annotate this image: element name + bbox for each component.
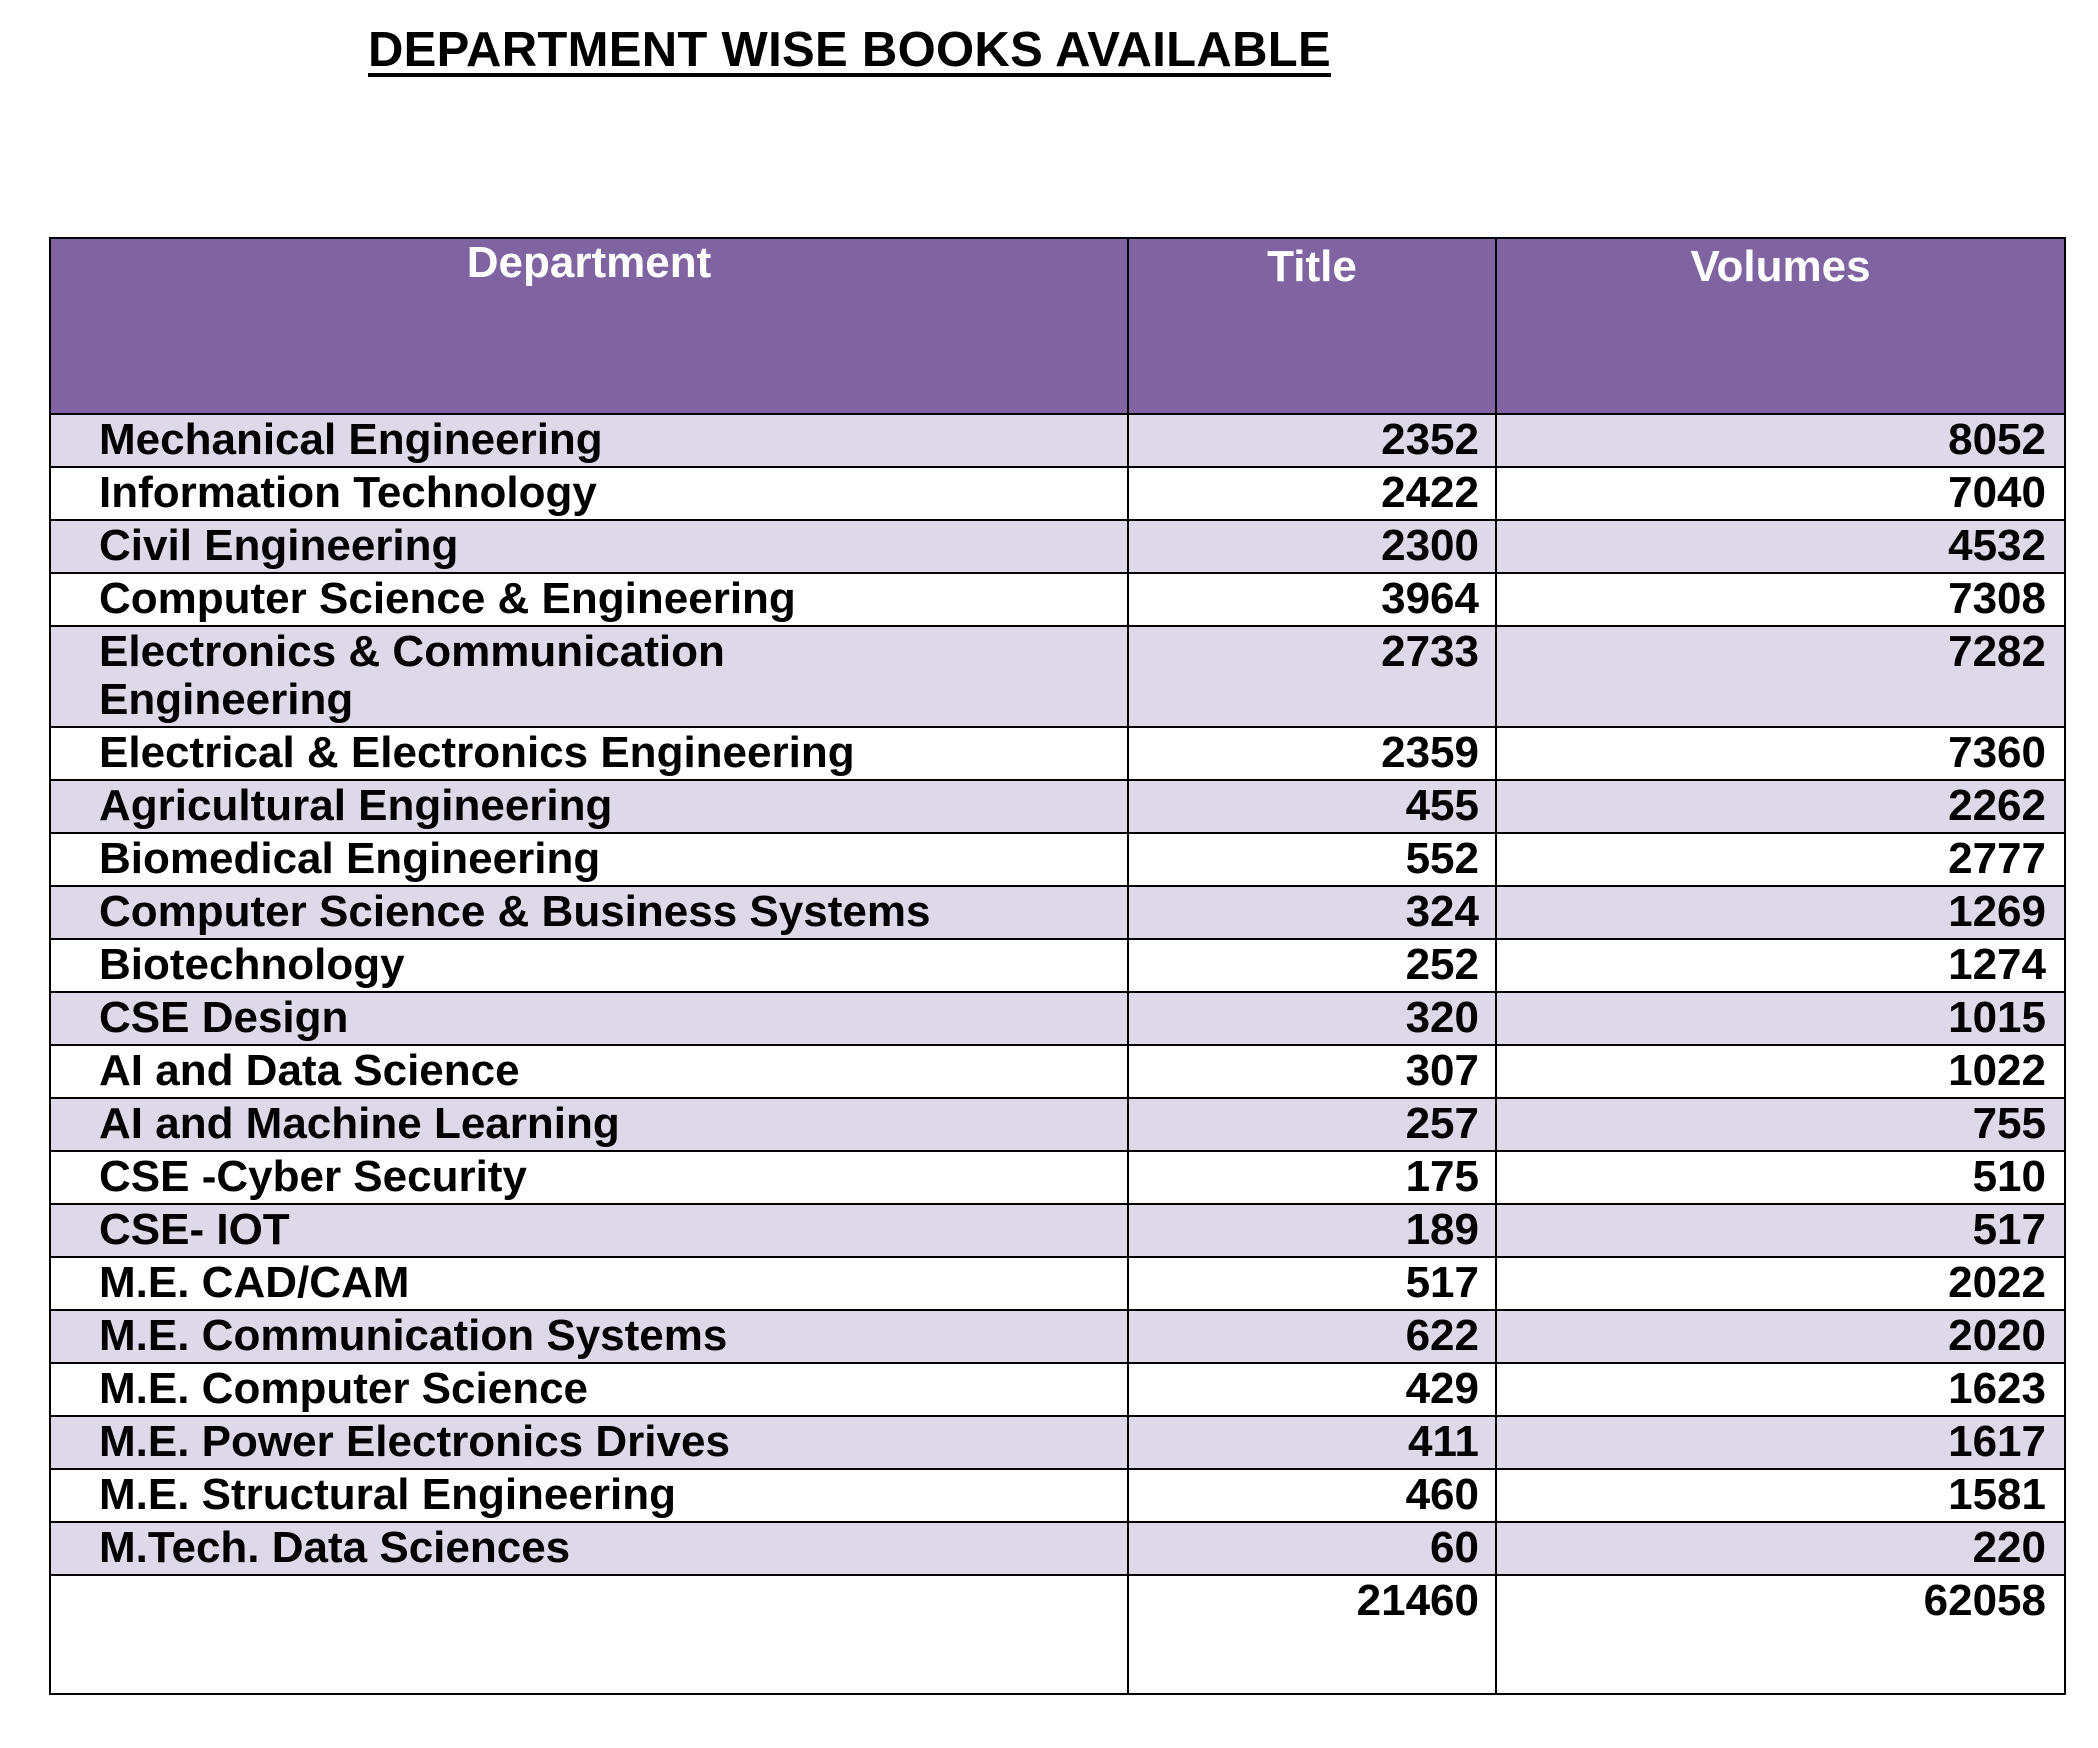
volumes-count-cell: 2262: [1496, 780, 2065, 833]
volumes-count-cell: 7308: [1496, 573, 2065, 626]
title-count-cell: 517: [1128, 1257, 1496, 1310]
department-cell: Mechanical Engineering: [50, 414, 1128, 467]
volumes-count-cell: 2777: [1496, 833, 2065, 886]
table-row: [50, 520, 2065, 573]
volumes-count-cell: 1269: [1496, 886, 2065, 939]
volumes-count-cell: 1617: [1496, 1416, 2065, 1469]
department-cell: CSE Design: [50, 992, 1128, 1045]
volumes-count-cell: 1581: [1496, 1469, 2065, 1522]
table-row: [50, 467, 2065, 520]
totals-row: [50, 1575, 2065, 1694]
department-cell: [50, 626, 1128, 727]
title-count-cell: 307: [1128, 1045, 1496, 1098]
title-count-cell: 189: [1128, 1204, 1496, 1257]
table-row: [50, 1469, 2065, 1522]
department-cell: AI and Machine Learning: [50, 1098, 1128, 1151]
header-volumes: Volumes: [1496, 238, 2065, 414]
volumes-count-cell: 2022: [1496, 1257, 2065, 1310]
title-count-cell: 2733: [1128, 626, 1496, 727]
totals-label-cell: [50, 1575, 1128, 1694]
table-body: [50, 414, 2065, 1694]
volumes-count-cell: 7282: [1496, 626, 2065, 727]
volumes-count-cell: 7360: [1496, 727, 2065, 780]
department-cell: Information Technology: [50, 467, 1128, 520]
department-cell: M.E. Structural Engineering: [50, 1469, 1128, 1522]
table-row: [50, 1098, 2065, 1151]
department-cell: AI and Data Science: [50, 1045, 1128, 1098]
volumes-count-cell: 755: [1496, 1098, 2065, 1151]
title-count-cell: 2422: [1128, 467, 1496, 520]
volumes-count-cell: 517: [1496, 1204, 2065, 1257]
table-row: [50, 780, 2065, 833]
department-cell: CSE -Cyber Security: [50, 1151, 1128, 1204]
volumes-count-cell: 1022: [1496, 1045, 2065, 1098]
department-cell: M.E. Power Electronics Drives: [50, 1416, 1128, 1469]
table-row: [50, 1257, 2065, 1310]
department-cell: M.E. Communication Systems: [50, 1310, 1128, 1363]
table-row: [50, 833, 2065, 886]
table-row: [50, 1416, 2065, 1469]
title-count-cell: 257: [1128, 1098, 1496, 1151]
title-count-cell: 460: [1128, 1469, 1496, 1522]
title-count-cell: 552: [1128, 833, 1496, 886]
total-volumes-cell: 62058: [1496, 1575, 2065, 1694]
table-row: [50, 1204, 2065, 1257]
header-title: Title: [1128, 238, 1496, 414]
title-count-cell: 2352: [1128, 414, 1496, 467]
title-count-cell: 2359: [1128, 727, 1496, 780]
department-cell: M.Tech. Data Sciences: [50, 1522, 1128, 1575]
title-count-cell: 60: [1128, 1522, 1496, 1575]
department-cell: Computer Science & Engineering: [50, 573, 1128, 626]
total-title-cell: 21460: [1128, 1575, 1496, 1694]
title-count-cell: 622: [1128, 1310, 1496, 1363]
department-cell: Electrical & Electronics Engineering: [50, 727, 1128, 780]
table-row: [50, 573, 2065, 626]
volumes-count-cell: 7040: [1496, 467, 2065, 520]
department-cell: M.E. Computer Science: [50, 1363, 1128, 1416]
volumes-count-cell: 1015: [1496, 992, 2065, 1045]
table-row: [50, 1151, 2065, 1204]
table-header: [50, 238, 2065, 414]
volumes-count-cell: 1274: [1496, 939, 2065, 992]
table-row: [50, 1310, 2065, 1363]
title-count-cell: 252: [1128, 939, 1496, 992]
header-department: Department: [50, 238, 1128, 414]
department-cell: Biomedical Engineering: [50, 833, 1128, 886]
table-row: [50, 626, 2065, 727]
department-cell: Biotechnology: [50, 939, 1128, 992]
table-row: [50, 1045, 2065, 1098]
volumes-count-cell: 220: [1496, 1522, 2065, 1575]
page-title: DEPARTMENT WISE BOOKS AVAILABLE: [368, 23, 1331, 77]
table-row: [50, 727, 2065, 780]
department-cell: M.E. CAD/CAM: [50, 1257, 1128, 1310]
department-line: Electronics & Communication: [99, 627, 725, 676]
title-count-cell: 175: [1128, 1151, 1496, 1204]
volumes-count-cell: 510: [1496, 1151, 2065, 1204]
title-count-cell: 324: [1128, 886, 1496, 939]
title-count-cell: 429: [1128, 1363, 1496, 1416]
department-cell: Computer Science & Business Systems: [50, 886, 1128, 939]
books-table: [49, 237, 2066, 1695]
department-cell: CSE- IOT: [50, 1204, 1128, 1257]
table-row: [50, 886, 2065, 939]
department-line: Engineering: [99, 675, 354, 724]
header-row: [50, 238, 2065, 414]
volumes-count-cell: 4532: [1496, 520, 2065, 573]
department-cell: Agricultural Engineering: [50, 780, 1128, 833]
table-row: [50, 992, 2065, 1045]
title-count-cell: 411: [1128, 1416, 1496, 1469]
department-cell: Civil Engineering: [50, 520, 1128, 573]
volumes-count-cell: 8052: [1496, 414, 2065, 467]
table-row: [50, 414, 2065, 467]
title-count-cell: 2300: [1128, 520, 1496, 573]
title-count-cell: 3964: [1128, 573, 1496, 626]
table-row: [50, 939, 2065, 992]
title-count-cell: 455: [1128, 780, 1496, 833]
table-row: [50, 1363, 2065, 1416]
title-count-cell: 320: [1128, 992, 1496, 1045]
table-row: [50, 1522, 2065, 1575]
volumes-count-cell: 1623: [1496, 1363, 2065, 1416]
volumes-count-cell: 2020: [1496, 1310, 2065, 1363]
